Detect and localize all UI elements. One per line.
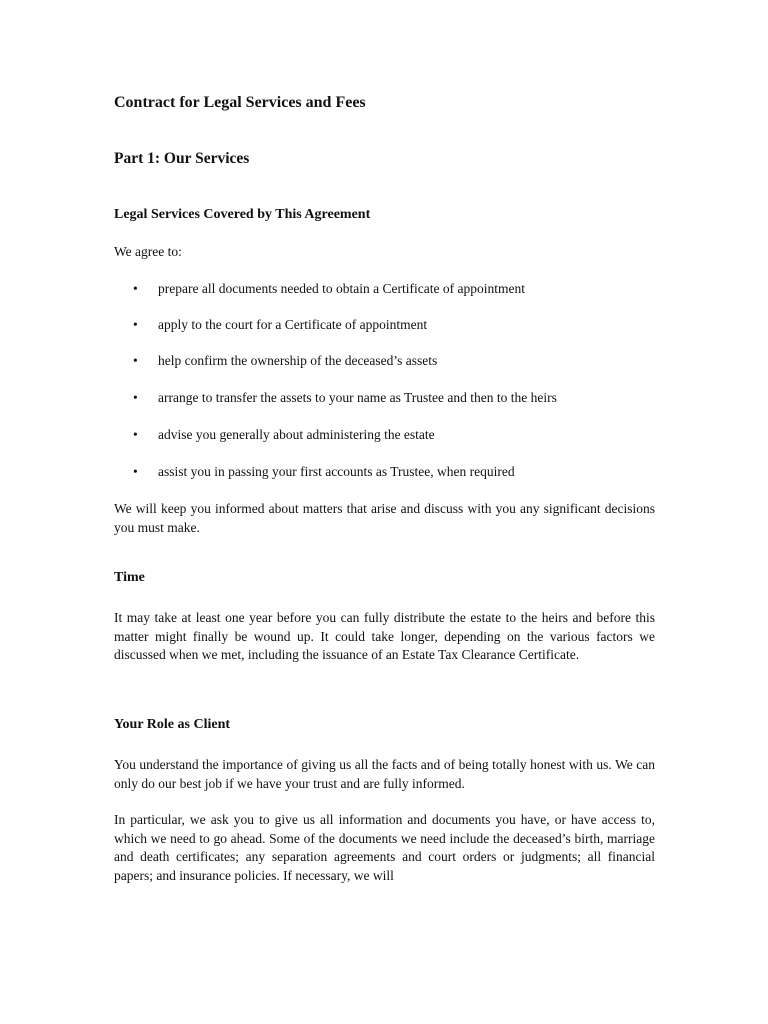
bullet: • (133, 464, 138, 479)
time-paragraph: It may take at least one year before you can fully distribute the estate to the heirs and before this matter might finally be wound up. It could take longer, depending on the various factors we discussed when we met, including the issuance of an Estate Tax Clearance Certificate. (114, 610, 655, 662)
part-heading: Part 1: Our Services (114, 150, 250, 167)
document-title: Contract for Legal Services and Fees (114, 94, 366, 111)
list-item-text: help confirm the ownership of the deceased’s assets (158, 353, 438, 368)
list-item-text: apply to the court for a Certificate of appointment (158, 317, 428, 332)
client-role-paragraph-2: In particular, we ask you to give us all information and documents you have, or have access to, which we need to go ahead. Some of the documents we need include the deceased’s birth, marriage and death certificates; any separation agreements and court orders or judgments; all financial papers; and insurance policies. If necessary, we will (114, 812, 655, 883)
services-intro: We agree to: (114, 244, 182, 259)
list-item (114, 352, 674, 372)
list-item-text: prepare all documents needed to obtain a Certificate of appointment (158, 281, 525, 296)
list-item-text: arrange to transfer the assets to your name as Trustee and then to the heirs (158, 390, 557, 405)
bullet: • (133, 353, 138, 368)
list-item (114, 316, 674, 336)
list-item (114, 389, 674, 409)
bullet: • (133, 427, 138, 442)
section-heading-time: Time (114, 570, 145, 585)
bullet: • (133, 317, 138, 332)
bullet: • (133, 390, 138, 405)
list-item-text: assist you in passing your first accounts as Trustee, when required (158, 464, 515, 479)
list-item (114, 463, 674, 483)
list-item (114, 426, 674, 446)
services-closing-paragraph: We will keep you informed about matters that arise and discuss with you any significant decisions you must make. (114, 501, 655, 535)
bullet: • (133, 281, 138, 296)
list-item (114, 280, 674, 300)
section-heading-services: Legal Services Covered by This Agreement (114, 207, 371, 222)
list-item-text: advise you generally about administering the estate (158, 427, 435, 442)
section-heading-client-role: Your Role as Client (114, 717, 231, 732)
client-role-paragraph-1: You understand the importance of giving us all the facts and of being totally honest with us. We can only do our best job if we have your trust and are fully informed. (114, 757, 655, 791)
